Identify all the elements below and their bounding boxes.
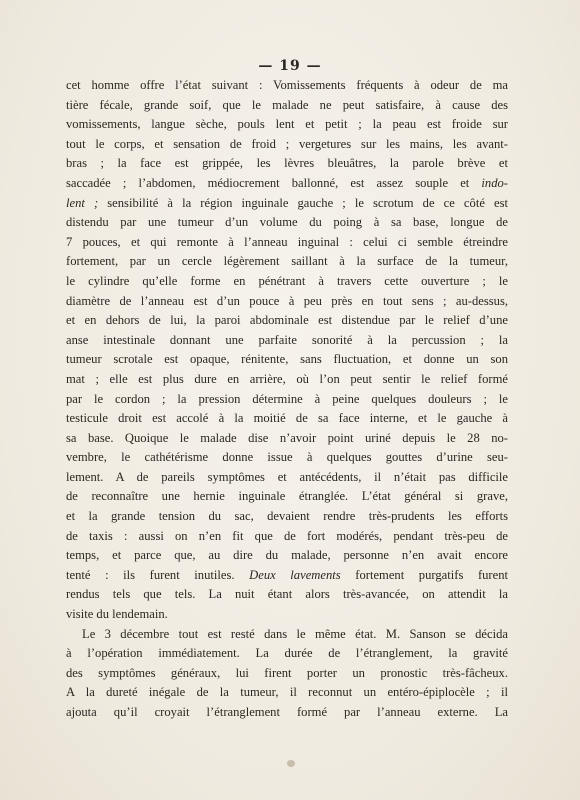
italic-text: Deux lavements: [249, 567, 341, 582]
line-text: à l’opération immédiatement. La durée de l’étranglement, la gravité: [66, 646, 508, 661]
text-line: [66, 409, 508, 429]
text-line: [66, 664, 508, 684]
text-line: [66, 115, 508, 135]
line-text: tumeur scrotale est opaque, rénitente, sans fluctuation, et donne un son: [66, 352, 508, 367]
text-line: [66, 292, 508, 312]
line-text: fortement, par un cercle légèrement saillant à la surface de la tumeur,: [66, 254, 508, 269]
text-line: [66, 331, 508, 351]
line-text: mat ; elle est plus dure en arrière, où l’on peut sentir le relief formé: [66, 371, 508, 386]
text-line: [66, 194, 508, 214]
text-line: [66, 233, 508, 253]
text-line: [66, 468, 508, 488]
italic-text: lent ;: [66, 195, 99, 210]
text-line: [66, 272, 508, 292]
line-text: et la grande tension du sac, devaient rendre très-prudents les efforts: [66, 509, 508, 524]
text-line: [66, 703, 508, 723]
line-text: rendus tels que tels. La nuit étant alors très-avancée, on attendit la: [66, 587, 508, 602]
text-line: [66, 625, 508, 645]
italic-text: indo-: [481, 175, 508, 190]
line-text: ajouta qu’il croyait l’étranglement formé par l’anneau externe. La: [66, 705, 508, 719]
text-line: [66, 487, 508, 507]
text-line: [66, 527, 508, 547]
text-line: [66, 644, 508, 664]
text-line: [66, 546, 508, 566]
text-line: [66, 311, 508, 331]
text-line: [66, 213, 508, 233]
line-text: Le 3 décembre tout est resté dans le même état. M. Sanson se décida: [82, 626, 508, 641]
line-text: anse intestinale donnant une parfaite sonorité à la percussion ; la: [66, 332, 508, 347]
line-text: fortement purgatifs furent: [340, 567, 509, 582]
line-text: des symptômes généraux, lui firent porter un pronostic très-fâcheux.: [66, 665, 508, 680]
line-text: sensibilité à la région inguinale gauche ; le scrotum de ce côté est: [98, 195, 508, 210]
text-line: [66, 154, 508, 174]
text-line: [66, 448, 508, 468]
line-text: saccadée ; l’abdomen, médiocrement ballonné, est assez souple et: [66, 175, 482, 190]
line-text: de reconnaître une hernie inguinale étranglée. L’état général si grave,: [66, 489, 508, 504]
body-text: [66, 76, 508, 723]
line-text: 7 pouces, et qui remonte à l’anneau inguinal : celui ci semble étreindre: [66, 234, 508, 249]
text-line: [66, 174, 508, 194]
line-text: tout le corps, et sensation de froid ; vergetures sur les mains, les avant-: [66, 136, 508, 151]
text-line: [66, 566, 508, 586]
line-text: vomissements, langue sèche, pouls lent et petit ; la peau est froide sur: [66, 117, 508, 132]
text-line: [66, 252, 508, 272]
line-text: A la dureté inégale de la tumeur, il reconnut un entéro-épiplocèle ; il: [66, 685, 508, 700]
page-number: — 19 —: [258, 58, 322, 74]
line-text: de taxis : aussi on n’en fit que de fort modérés, pendant très-peu de: [66, 528, 508, 543]
line-text: temps, et parce que, au dire du malade, personne n’en avait encore: [66, 548, 508, 563]
line-text: le cylindre qu’elle forme en pénétrant à travers cette ouverture ; le: [66, 273, 508, 288]
ink-smudge: [287, 760, 295, 767]
line-text: tenté : ils furent inutiles.: [66, 567, 250, 582]
line-text: sa base. Quoique le malade dise n’avoir point uriné depuis le 28 no-: [66, 430, 508, 445]
line-text: bras ; la face est grippée, les lèvres bleuâtres, la parole brève et: [66, 156, 508, 171]
line-text: vembre, le cathétérisme donne issue à quelques gouttes d’urine seu-: [66, 450, 508, 465]
line-text: distendu par une tumeur d’un volume du poing à sa base, longue de: [66, 215, 508, 230]
text-line: [66, 135, 508, 155]
line-text: cet homme offre l’état suivant : Vomissements fréquents à odeur de ma: [66, 78, 508, 92]
text-line: [66, 350, 508, 370]
text-line: [66, 683, 508, 703]
text-line: [66, 76, 508, 96]
line-text: testicule droit est accolé à la moitié de sa face interne, et le gauche à: [66, 411, 508, 426]
text-line: [66, 390, 508, 410]
text-line: [66, 370, 508, 390]
text-line: [66, 605, 508, 625]
text-line: [66, 507, 508, 527]
line-text: diamètre de l’anneau est d’un pouce à peu près en tout sens ; au-dessus,: [66, 293, 508, 308]
text-line: [66, 96, 508, 116]
line-text: par le cordon ; la pression détermine à peine quelques douleurs ; le: [66, 391, 508, 406]
text-line: [66, 429, 508, 449]
text-line: [66, 585, 508, 605]
line-text: visite du lendemain.: [66, 607, 168, 622]
line-text: tière fécale, grande soif, que le malade ne peut satisfaire, à cause des: [66, 97, 508, 112]
line-text: et en dehors de lui, la paroi abdominale est distendue par le relief d’une: [66, 313, 508, 328]
line-text: lement. A de pareils symptômes et antécédents, il n’était pas difficile: [66, 469, 508, 484]
